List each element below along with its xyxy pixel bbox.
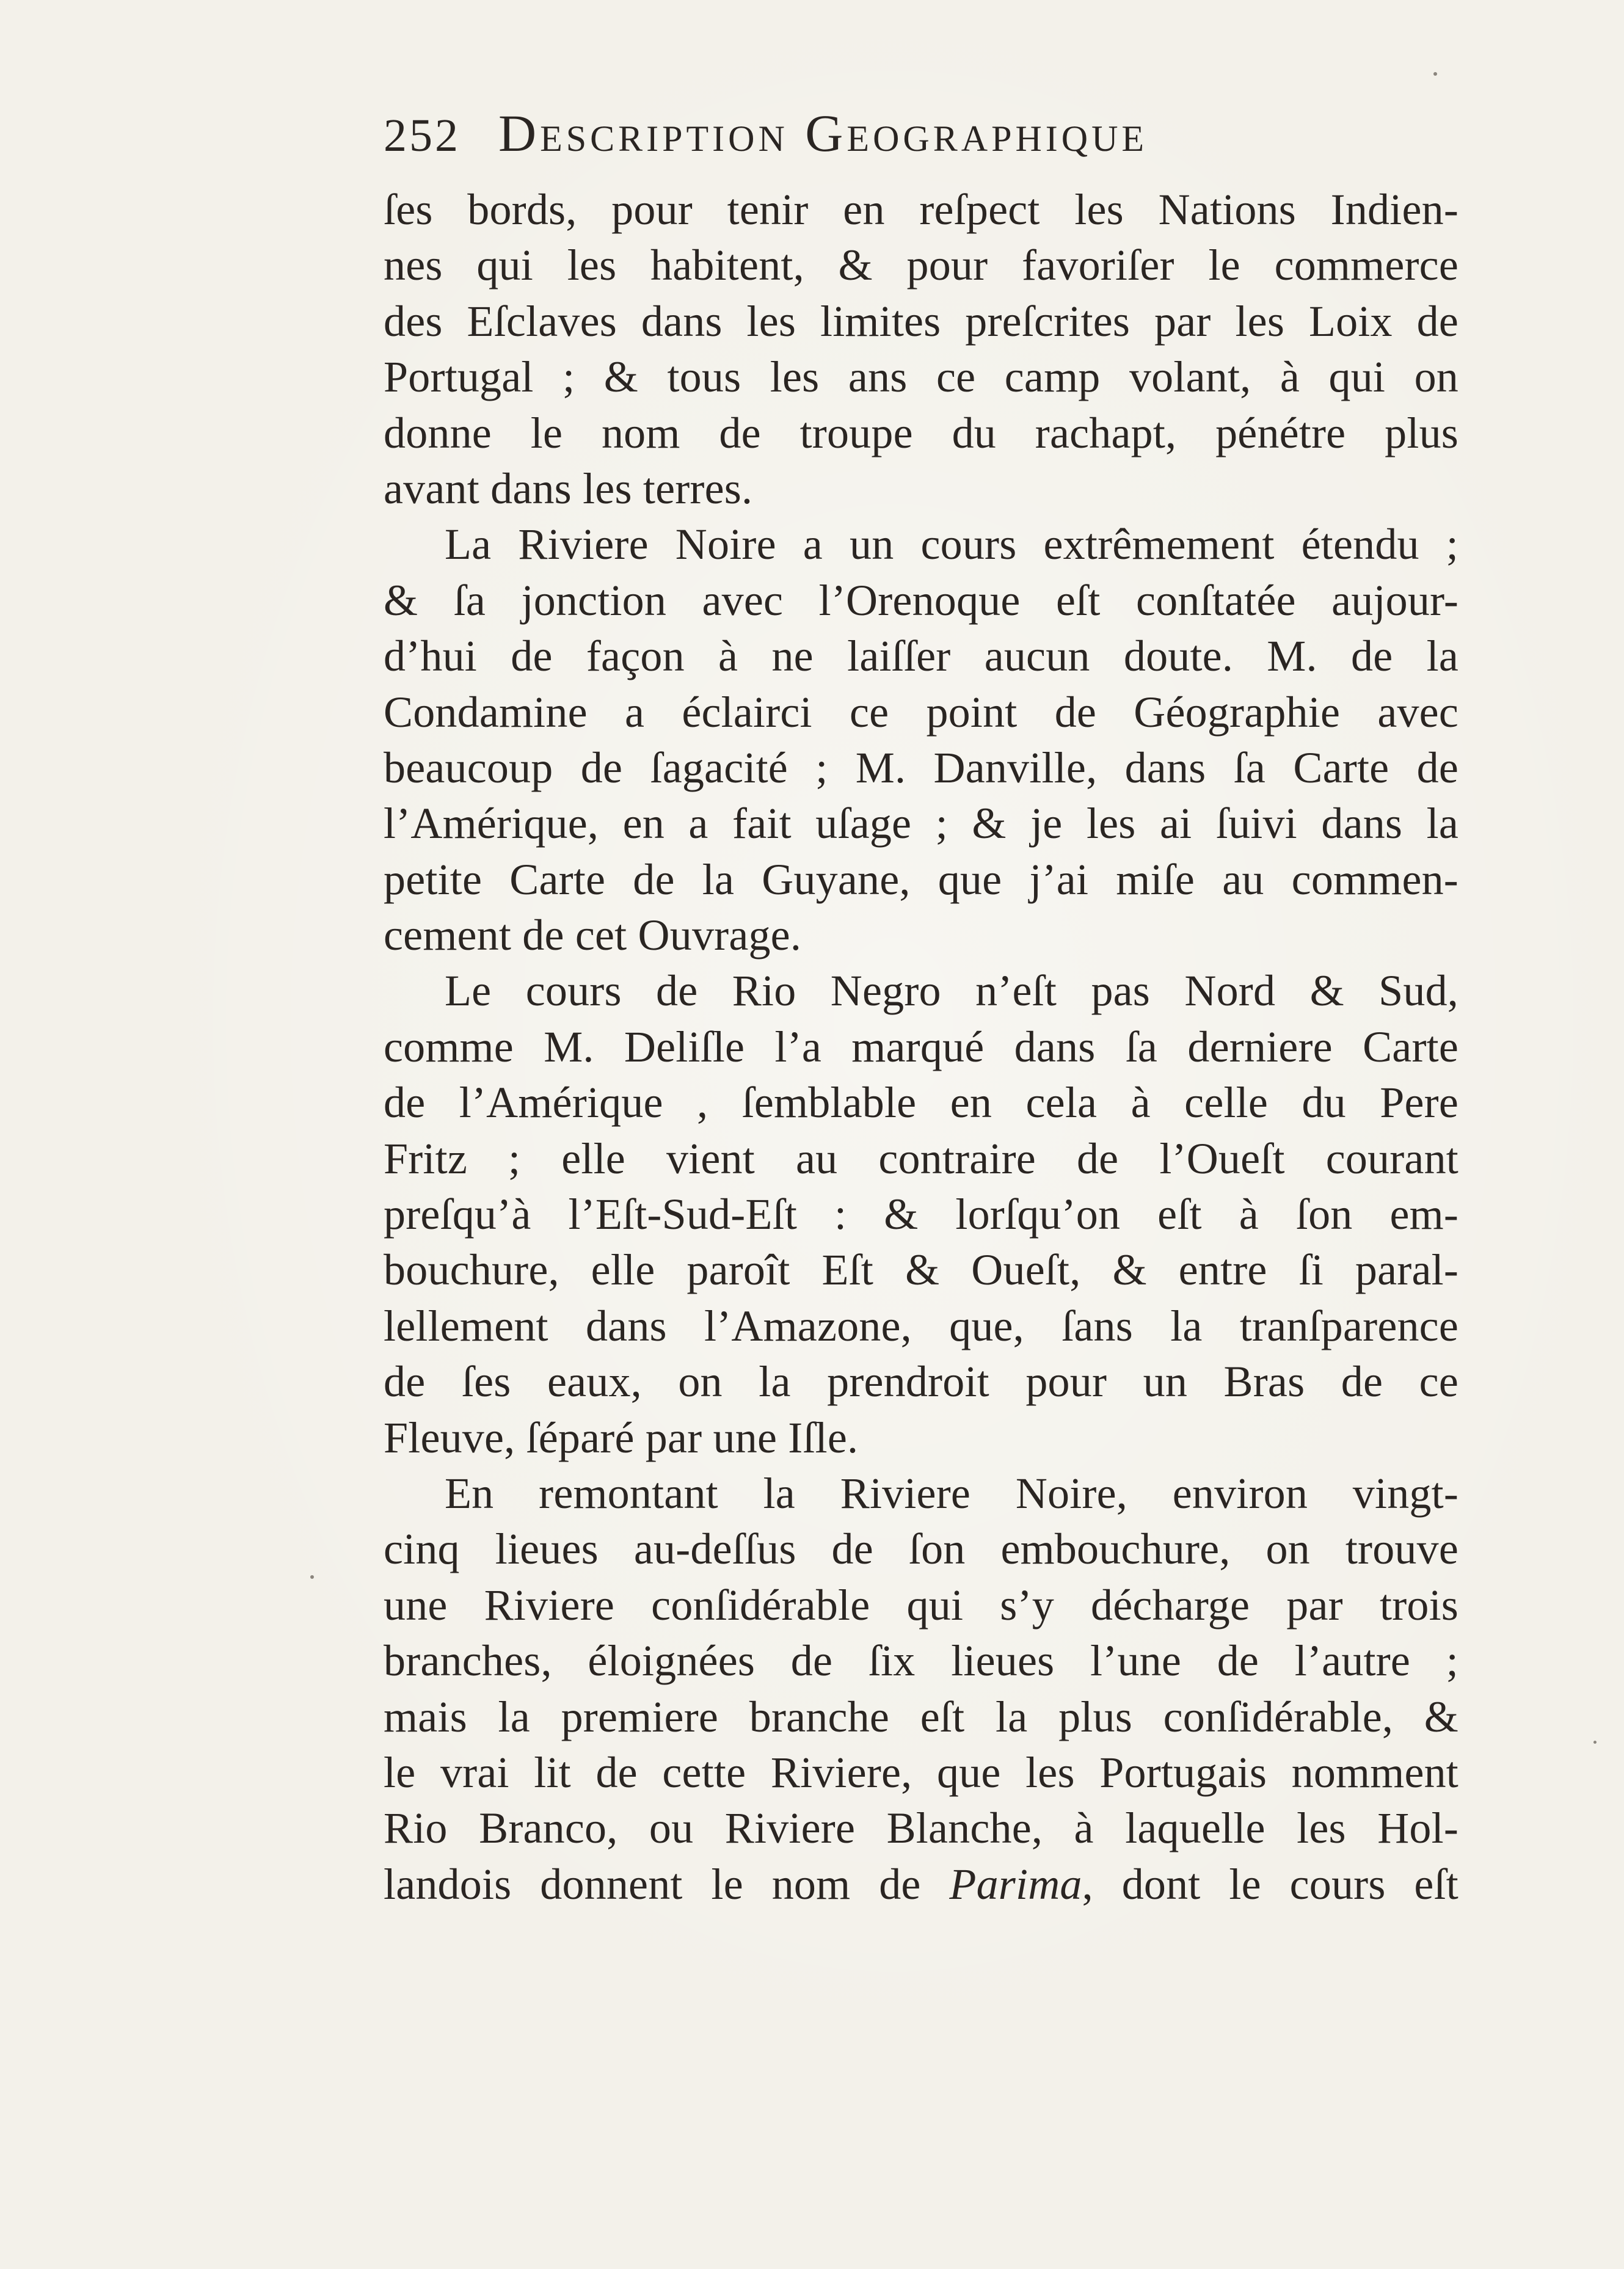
- text-line: Fleuve, ſéparé par une Iſle.: [384, 1413, 859, 1462]
- text-line: cinq lieues au-deſſus de ſon embouchure, on trouve: [384, 1524, 1458, 1574]
- text-line: nes qui les habitent, & pour favoriſer le commerce: [384, 241, 1458, 290]
- text-line: Rio Branco, ou Riviere Blanche, à laquelle les Hol-: [384, 1804, 1458, 1853]
- paper-speck: [310, 1575, 314, 1579]
- text-line: bouchure, elle paroît Eſt & Oueſt, & entre ſi paral-: [384, 1245, 1458, 1295]
- text-line: & ſa jonction avec l’Orenoque eſt conſtatée aujour-: [384, 575, 1458, 625]
- text-line: beaucoup de ſagacité ; M. Danville, dans ſa Carte de: [384, 743, 1458, 792]
- page-number: 252: [384, 110, 461, 161]
- running-title: Description Geographique: [498, 104, 1148, 162]
- text-line: de l’Amérique , ſemblable en cela à celle du Pere: [384, 1078, 1458, 1127]
- text-line: comme M. Deliſle l’a marqué dans ſa derniere Carte: [384, 1022, 1458, 1071]
- text-line: avant dans les terres.: [384, 464, 753, 513]
- text-line: Le cours de Rio Negro n’eſt pas Nord & Sud,: [445, 966, 1458, 1016]
- text-line: l’Amérique, en a fait uſage ; & je les ai ſuivi dans la: [384, 799, 1458, 848]
- text-line: branches, éloignées de ſix lieues l’une de l’autre ;: [384, 1636, 1458, 1686]
- text-line: le vrai lit de cette Riviere, que les Portugais nomment: [384, 1747, 1458, 1797]
- body-text: [384, 182, 1458, 1912]
- paper-speck: [1593, 1741, 1597, 1744]
- text-line: lellement dans l’Amazone, que, ſans la tranſparence: [384, 1301, 1458, 1350]
- text-line: preſqu’à l’Eſt-Sud-Eſt : & lorſqu’on eſt à ſon em-: [384, 1190, 1458, 1239]
- text-line: En remontant la Riviere Noire, environ vingt-: [445, 1468, 1458, 1518]
- text-line: Condamine a éclairci ce point de Géographie avec: [384, 687, 1458, 737]
- text-line: Fritz ; elle vient au contraire de l’Oueſt courant: [384, 1134, 1458, 1183]
- text-line: une Riviere conſidérable qui s’y décharge par trois: [384, 1580, 1458, 1630]
- text-line: petite Carte de la Guyane, que j’ai miſe au commen-: [384, 854, 1458, 904]
- italic-term: Parima: [949, 1859, 1082, 1909]
- text-line: donne le nom de troupe du rachapt, pénétre plus: [384, 408, 1458, 457]
- text-line: des Eſclaves dans les limites preſcrites par les Loix de: [384, 296, 1458, 346]
- text-line: Portugal ; & tous les ans ce camp volant, à qui on: [384, 352, 1458, 402]
- text-line: d’hui de façon à ne laiſſer aucun doute. M. de la: [384, 632, 1458, 681]
- text-line: mais la premiere branche eſt la plus conſidérable, &: [384, 1692, 1458, 1741]
- text-line: cement de cet Ouvrage.: [384, 911, 802, 960]
- text-line: landois donnent le nom de Parima, dont le cours eſt: [384, 1859, 1458, 1909]
- paper-speck: [1433, 72, 1437, 76]
- text-line: La Riviere Noire a un cours extrêmement étendu ;: [445, 520, 1458, 569]
- running-head: [384, 103, 1458, 164]
- text-line: ſes bords, pour tenir en reſpect les Nations Indien-: [384, 185, 1458, 234]
- text-line: de ſes eaux, on la prendroit pour un Bras de ce: [384, 1357, 1458, 1407]
